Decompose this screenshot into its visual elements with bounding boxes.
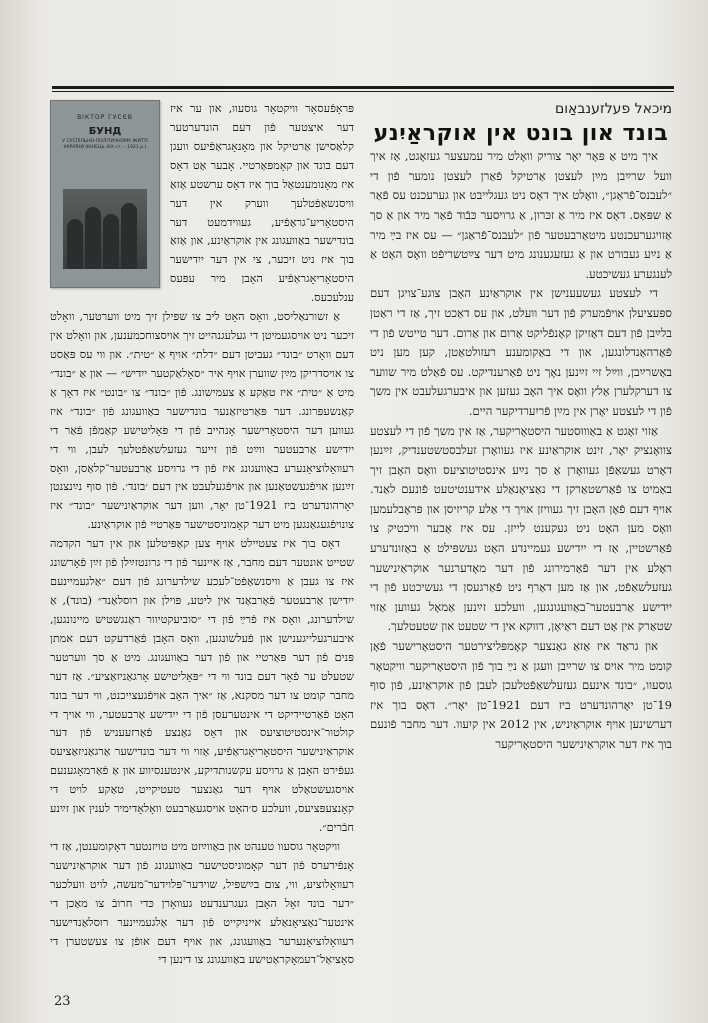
paragraph: אַ זשורנאַליסט, וואָס האָט ליב צו שפּילן זיך מיט ווערטער, וואָלט זיכער ניט אויסגעמיטן די געלעגנהייט זיך אויסצוחכמענען, און וואָלט אין דעם וואָרט ״בונד״ געביטן דעם ״דלת״ אויף אַ ״טית״. און ווי עס פּאַסט צו אויסדריקן מײַן שווערן אויף איר ״סאָלאַקטער ייִדיש״ — און אַ ״בונד״ מיט אַ ״טית״ איז טאַקע אַ צעמישונג. פֿון ״בונד״ צו ״בונט״ איז דאָך אַ קאַנשעפּרונג. דער פּאַרטיזאַנער בונדישער באַוועגונג פֿון ״בונד״ איז געווען דער היסטאָרישער אָנהייב פֿון די פּאָליטישע קאַמפֿן פֿאַר די ייִדישע אַרבעטער ווײַט פֿון זייער געזעלשאַפֿטלעך לעבן, ווי די רעוואָלוציאָנערע באַוועגונג איז פֿון די גרויסע אַרבעטער־קלאַסן, וואָס זײַנען אויפֿגעשטאַנען און אויפֿגעלעבט אין דעם ׳בונד׳. פֿון סוף נײַנצנטן יאָרהונדערט ביז 1921־טן יאָר, ווען דער אוקראַיִנישער ״בונד״ איז צונױפֿגעגאַנגען מיט דער קאָמוניסטישער פּאַרטיי פֿון אוקראַיִנע. bbox=[50, 310, 355, 532]
paragraph: אַזוי זאָגט אַ באַוווּסטער היסטאָריקער, אַז אין משך פֿון די לעצטע צוואָנציק יאָר, זינט אוקראַיִנע איז געוואָרן זעלבסטשטענדיק, זײַנען דאָרט געשאַפֿן געוואָרן אַ סך נײַע אינסטיטוציעס וואָס האָבן זיך באַמיט צו פֿאַרשטאַרקן די נאַציאָנאַלע אידענטיטעט פֿונעם לאַנד. אויף דעם פֿאָן האָבן זיך געוויזן אויך די אַלע קריזיסן און פּראָבלעמען וואָס מען האָט ניט געקענט לייזן. עס איז אָבער וויכטיק צו פֿאַרשטיין, אַז די ייִדישע געמיינדע האָט געשפּילט אַ באַזונדערע ראָלע אין דער פֿאַרמירונג פֿון דער מאָדערנער אוקראַיִנישער געזעלשאַפֿט, און אַז מען דאַרף ניט פֿאַרגעסן די געשיכטע פֿון די ייִדישע אַרבעטער־באַוועגונגען, וועלכע זײַנען אַמאָל געווען אַזוי שטאַרק אין אָט דעם ראַיאָן, דווקא אין די שטעט און שטעטלעך. bbox=[370, 423, 672, 634]
paragraph: און גראַד איז אַזאַ גאַנצער קאָמפּליצירטער היסטאָרישער פֿאָן קומט מיר אויס צו שרײַבן וועגן אַ נײַ בוך פֿון היסטאָריקער וויקטאָר גוסעוו, ״בונד אינעם געזעלשאַפֿטלעכן לעבן פֿון אוקראַיִנע, פֿון סוף 19־טן יאָרהונדערט ביז דעם 1921־טן יאָר״. דאָס בוך איז דערשינען אויף אוקראַיִניש, אין 2012 אין קיִעוו. דער מחבר פֿונעם בוך איז דער אוקראַיִנישער היסטאָריקער bbox=[370, 639, 672, 751]
book-subtitle: У СУСПІЛЬНО-ПОЛІТИЧНОМУ ЖИТТІ УКРАЇНИ (КІНЕЦЬ ХІХ ст. – 1921 р.) bbox=[62, 139, 148, 150]
page-number: 23 bbox=[54, 994, 71, 1009]
left-column bbox=[50, 100, 354, 970]
book-cover bbox=[50, 100, 160, 288]
paragraph: פּראָפֿעסאָר וויקטאָר גוסעוו, און ער איז דער איצטער פֿון דעם הונדערטער קלאַסישן אַרטיקל און מאָנאָגראַפֿיעס וועגן דעם בונד און קאָמפּאַרטיי. אָבער אַט דאָס איז מאָנומענטאַל בוך איז דאָס ערשטע אַזאַ וויסנשאַפֿטלעך ווערק אין דער היסטאָריע־גראַפֿיע, געווידמעט דער בונדישער באַוועגונג אין אוקראַיִנע, און אַזאַ בוך איז ניט זיכער, צי אין דער ייִדישער היסטאָריאָגראַפֿיע האָבן מיר עפּעס ענלעכעס. bbox=[170, 102, 354, 305]
paragraph: וויקטאָר גוסעוו טענהט און באַווײַזט מיט טויזנטער דאָקומענטן, אַז די אָנפֿירערס פֿון דער קאָמוניסטישער באַוועגונג פֿון דער אוקראַיִנישער רעוואָלוציע, ווי, צום בײַשפּיל, שוידער־פּלוידער־מעשה, לויט וועלכער ״דער בונד זאָל האָבן געגרענדעט געוואָרן כּדי חרובֿ צו מאַכן די אינטער־נאַציאָנאַלע אייניקייט פֿון דער אַלגעמיינער רוסלאַנדישער רעוואָלוציאָנערער באַוועגונג, און אויף דעם אופֿן צו צעשטערן די סאָציאַל־דעמאָקראַטישע באַוועגונג צו דינען די bbox=[50, 839, 354, 967]
paragraph: דאָס בוך איז צעטיילט אויף צען קאַפּיטלען און אין דער הקדמה שטייט אונטער דעם מחבר, אַז איינער פֿון די גרונטזײַלן פֿון זײַן פֿאָרשונג איז צו געבן אַ וויסנשאַפֿט־לעכע שילדערונג פֿון דעם ״אַלגעמיינעם ייִדישן אַרבעטער פֿאַרבאַנד אין ליטע, פּוילן און רוסלאַנד״ (בונד), אַ שילדערונג, וואָס איז פֿרײַ פֿון די ״סוביעקטיוור ראַנגשטיש מיינונגען, איבערגעלייגענישן און פֿעלשונגען, וואָס האָבן פֿאַרדעקט דעם אמתן פּנים פֿון דער פּאַרטיי און פֿון דער באַוועגונג. מיט אַ סך ווערטער שטעלט ער פֿאָר דעם בונד ווי די ״פּאָליטישע אָרגאַניזאַציע״. אַז דער מחבר קומט צו דער מסקנא, אַז ״איך האָב אויפֿגעצייכנט, ווי דער בונד האָט פֿאַרטיידיקט די אינטערעסן פֿון די ייִדישע אַרבעטער, ווי אויך די קולטור־אינסטיטוציעס און דאָס גאַנצע פֿאַרזעעניש פֿון דער אוקראַיִנישער היסטאָריאָגראַפֿיע, אַזוי ווי דער בונדישער אַרגאַניזאַציעס געפֿירט האָבן אַ גרויסע עקשנותדיקע, אינטענסיווע און אַ פֿאַרמאָגענעם אויסגעשטאַלט אויף דער גאַנצער טעטיקייט, טאַקע לויט די קאָנצעפּציעס, וועלכע ס׳האָט אויסגעאַרבעט וואָלאָדימיר לענין און זײַנע חבֿרים״. bbox=[50, 537, 354, 835]
article-title: בונד און בונט אין אוקראַיִנע bbox=[373, 120, 669, 146]
book-cover-photo bbox=[63, 189, 147, 269]
paragraph: איך מיט אַ פּאָר יאָר צוריק וואָלט מיר עמעצער געזאָגט, אַז איך וועל שרײַבן מײַן לעצטן אַרטיקל פֿאַרן לעצטן נומער פֿון די ״לעבנס־פֿראַגן״, וואָלט איך דאָס ניט געגלייבט און גערעכנט עס פֿאַר אַ שפּאַס. דאָס איז מיר אַ זכּרון, אַ גרויסער כּבֿוד פֿאַר מיר און אַ סך אַזויגערעכנטע מיטאַרבעטער פֿון ״לעבנס־פֿראַגן״ — עס איז בײַ מיר אַ נײַע געבורט און אַ געזעגענונג מיט דער צײַטשריפֿט וואָס האָט אַ לענגערע געשיכטע. bbox=[370, 149, 672, 281]
top-rule-thin bbox=[52, 91, 674, 92]
book-title: БУНД bbox=[88, 126, 122, 137]
book-cover-image bbox=[50, 100, 160, 290]
top-rule bbox=[52, 86, 674, 89]
book-author: ВІКТОР ГУСЄВ bbox=[77, 114, 133, 121]
paragraph: די לעצטע געשעענישן אין אוקראַיִנע האָבן צוגע־צויגן דעם ספּעציעלן אויפֿמערק פֿון דער וועלט, און עס דאַכט זיך, אַז די ראַטן בלײַבן פֿון דעם דאָזיקן קאָנפֿליקט אַרום און אַרום. דער טייטש פֿון די פֿאַרהאַנדלונגען, און די באַקומענע רעזולטאַטן, קען מען ניט באַשרײַבן, ווײַל זיי זײַנען נאָך ניט פֿאַרענדיקט. עס פֿאַלט מיר שווער צו דערקלערן אַלץ וואָס איך האָב געזען און איבערגעלעבט אין משך פֿון די לעצטע יאָרן אין מײַן פֿריִערדיקער היים. bbox=[370, 286, 672, 418]
author-byline: מיכאל פעלזענבאַום bbox=[554, 101, 672, 117]
right-column bbox=[370, 100, 672, 755]
